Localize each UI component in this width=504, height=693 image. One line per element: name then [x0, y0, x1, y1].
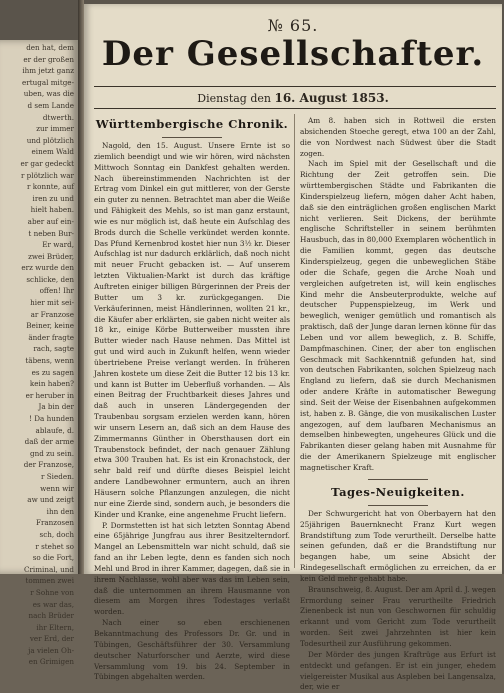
left-page-line: es war das, — [32, 599, 74, 609]
left-page-edge — [0, 40, 78, 667]
left-page-line: erz wurde den — [21, 263, 74, 273]
article-paragraph: P. Dormstetten ist hat sich letzten Sonntag Abend eine 65jährige Jungfrau aus ihrer Besitzelterndorf. Mangel an Lebensmitteln war nicht schuld, daß sie fand an ihr Leben legte, denn es fanden sich noch Mehl und Brod in ihrer Kammer, dagegen, daß sie in ihrem Nachlasse, wohl aber was das im Leben sein, daß die unternommen an ihrem Hausmanne von diesem am Morgen ihres Todestages verlaßt worden. — [94, 520, 290, 617]
left-page-line: täbens, wenn — [25, 356, 74, 366]
article-paragraph: Am 8. haben sich in Rottweil die ersten absichenden Stoeche geregt, etwa 100 an der Zahl, die von Nordwest nach Südwest über die Stadt zogen. — [300, 116, 496, 158]
left-page-line: r Sohne von — [30, 587, 74, 597]
left-page-line: hielt haben. — [30, 205, 74, 215]
news-item: Der Schwurgericht hat von Oberbayern hat den 25jährigen Bauernknecht Franz Kurt wegen Brandstiftung zum Tode verurtheilt. Derselbe hatte seinen gefunden, daß er die Brandstiftung nur begangen habe, um seine Absicht der Rindegesellschaft ermöglichen zu erreichen, da er kein Geld mehr gehabt habe. — [300, 508, 496, 583]
left-page-line: ihr Eltern, — [36, 622, 74, 632]
left-page-line: er gar gedeckt — [20, 158, 74, 168]
left-page-line: wenn wir — [40, 483, 74, 493]
newspaper-title: Der Gesellschafter. — [101, 34, 485, 74]
news-item: Der Mörder des jungen Kraftrüge aus Erfurt ist entdeckt und gefangen. Er ist ein junger, ehedem vielgereister Musikal aus Aspleben bei Langensalza, der, wie er — [300, 649, 496, 692]
left-page-line: tommen zwei — [25, 576, 74, 586]
left-page-line: er heruber in — [25, 390, 74, 400]
left-page-line: es zu sagen — [31, 367, 74, 377]
article-paragraph: Nagold, den 15. August. Unsere Ernte ist so ziemlich beendigt und wie wir hören, wird nächsten Mittwoch Sonntag ein Dankfest gehalten werden. Nach übereinstimmenden Nachrichten ist der Ertrag vom Dinkel ein gut mittlerer, von der Gerste ein guter zu nennen. Betrachtet man aber die Weiße und Fähigkeit des Mehls, so ist man ganz erstaunt, wie es nur möglich ist, daß heute ein Aufschlag des Brods durch die Schelle verkündet werden konnte. Das Pfund Kernenbrod kostet hier nun 3½ kr. Dieser Aufschlag ist nur dadurch erklärlich, daß noch nicht mit neuer Frucht gebacken ist. — Auf unserem letzten Viktualien-Markt ist durch das kräftige Auftreten einiger billigen Bürgerinnen der Preis der Butter um 3 kr. zurückgegangen. Die Verkäuferinnen, meist Händlerinnen, wollten 21 kr., die Käufer aber erklärten, sie gaben nicht weiter als 18 kr., einige Körbe Butterweiber mussten ihre Butter wieder nach Hause nehmen. Das Mittel ist gut und wird auch in Zukunft helfen, wenn wieder übertriebene Preise verlangt werden. In früheren Jahren kostete um diese Zeit die Butter 12 bis 13 kr. und kann ist Butter im Ueberfluß vorhanden. — Als einen Beitrag der Fruchtbarkeit dieses Jahres und daß auch in unseren Ländergegenden der Traubenbau sorgsam erzielen werden kann, hören wir unsern Lesern an, daß sich an dem Hause des Zimmermanns Günther in Obersthausen dort ein Traubenstock befindet, der nach genauer Zählung etwa 300 Trauben hat. Es ist ein Kronachstock, der sehr bald reif und dürfte dieses Beispiel leicht andere Landbewohner ermuntern, auch an ihren Häusern solche Pflanzungen anzulegen, die nicht nur eine Zierde sind, sondern auch, je besonders die Kinder und Kranke, eine angenehme Frucht liefern. — [94, 141, 290, 519]
left-page-line: Criminal, und — [24, 564, 74, 574]
section-heading-news: Tages-Neuigkeiten. — [331, 484, 465, 499]
left-page-line: der Franzose, — [23, 460, 74, 470]
heading-underline — [162, 137, 222, 138]
left-page-line: r Sieden. — [41, 471, 74, 481]
left-page-line: ar Franzose — [30, 309, 74, 319]
left-page-text — [0, 42, 74, 668]
left-page-line: ertugal mitge- — [22, 77, 74, 87]
dateline — [84, 91, 502, 105]
issue-number: № 65. — [267, 16, 319, 35]
left-page-line: t neben Bur- — [28, 228, 74, 238]
dateline-prefix: Dienstag den — [197, 92, 271, 105]
left-page-line: r stehet so — [35, 541, 74, 551]
left-page-line: er der großen — [23, 54, 74, 64]
left-page-line: ! Da hunden — [29, 414, 74, 423]
left-page-line: den hat, dem — [26, 43, 74, 52]
left-page-line: änder fragte — [28, 332, 74, 342]
left-page-line: sch, doch — [39, 529, 74, 539]
left-page-line: daß der arme — [24, 437, 74, 447]
header-rule-bottom — [94, 108, 496, 109]
column-divider — [294, 114, 295, 568]
left-page-line: ver Erd, der — [29, 634, 74, 644]
left-page-line: und plötzlich — [26, 135, 74, 145]
left-page-line: r plötzlich war — [20, 170, 74, 180]
article-paragraph: Nach einer so eben erschienenen Bekanntmachung des Professors Dr. Gr. und in Tübingen, Geschäftsführer der 30. Versammlung deutscher Naturforscher und Aerzte, wird diese Versammlung vom 19. bis 24. September in Tübingen abgehalten werden. — [94, 618, 290, 682]
left-page-line: aw und zeigt — [27, 495, 74, 505]
left-page-line: rach, sagte — [33, 344, 74, 354]
header-rule-top — [94, 86, 496, 87]
left-page-line: aber auf ein- — [27, 216, 74, 226]
heading-underline — [368, 505, 428, 506]
left-page-line: r konnte, auf — [27, 182, 74, 192]
left-page-line: Er ward, — [42, 240, 74, 250]
left-page-line: einem Wald — [31, 147, 74, 157]
left-page-line: ihn den — [46, 506, 74, 516]
left-page-line: kein haben? — [29, 379, 74, 389]
left-page-line: nach Brüder — [28, 611, 74, 621]
section-heading-chronik: Württembergische Chronik. — [95, 117, 289, 131]
left-page-line: so die Fort, — [32, 553, 74, 563]
left-page-line: en Grimigen — [28, 657, 74, 667]
section-divider — [368, 479, 428, 480]
left-page-line: gnd zu sein. — [30, 448, 74, 458]
left-page-line: zur immer — [36, 124, 74, 134]
right-column — [300, 116, 496, 693]
left-column — [94, 116, 290, 683]
left-page-line: hier mit sei- — [30, 298, 74, 308]
left-page-line: ablaufe, d. — [35, 425, 74, 435]
left-page-line: offen! Ihr — [39, 286, 74, 296]
dateline-date: 16. August 1853. — [274, 91, 389, 105]
left-page-line: schlicke, den — [26, 274, 74, 284]
left-page-line: iren zu und — [32, 193, 74, 203]
left-page-line: ja vielen Oh- — [28, 645, 74, 655]
newspaper-page — [84, 4, 502, 692]
news-item: Braunschweig, 8. August. Der am April d. J. wegen Ermordung seiner Frau verurtheilte Friedrich Zienenbeck ist nun von Geschwornen für schuldig erkannt und vom Gericht zum Tode verurtheilt worden. Seit zwei Jahrzehnten ist hier kein Todesurtheil zur Ausführung gekommen. — [300, 584, 496, 648]
left-page-line: d sem Lande — [27, 100, 74, 110]
left-page-line: Ja bin der — [38, 402, 74, 412]
left-page-line: Beiner, keine — [26, 321, 74, 331]
left-page-line: ihm jetzt ganz — [22, 66, 74, 76]
article-paragraph: Nach im Spiel mit der Gesellschaft und die Richtung der Zeit getroffen sein. Die württembergischen Städte und Fabrikanten die Kinderspielzeug liefern, mögen daher Acht haben, daß sie den einträglichen großen englischen Markt nicht verlieren. Seit Dickens, der berühmte englische Schriftsteller in seinem berühmten Hausbuch, das in 80,000 Exemplaren wöchentlich in die Familien kommt, gegen das deutsche Kinderspielzeug, gegen die unbeweglichen Stäbe oder die Schafe, gegen die Arche Noah und vergleichen aufgetreten ist, will kein englisches Kind mehr die Ansbeuterprodukte, welche auf deutscher Puppenspielzeug, im Werk und beweglich, weniger gemütlich und romantisch als praktisch, daß der Junge daran lernen könne für das Leben und vor allem beweglich, z. B. Schiffe, Dampfmaschinen. Ciner, der aber ton englischen Geschmack mit Sachkenntniß gefunden hat, sind von deutschen Fabrikanten, solchen Spielzeug nach England zu liefern, daß sie durch Mechanismen oder andere Kräfte in automatischer Bewegung sind. Seit der Weise der Eisenbahnen aufgekommen ist, haben z. B. Gänge, die von musikalischen Luster angezogen, auf dem laufbaren Mechanismus an demselben hinbewegten, ungeheures Glück und die Fabrikanten dieser gelang haben mit Ausnahme für die der Amerikanern Spielzeuge mit englischer magnetischer Kraft. — [300, 159, 496, 472]
left-page-line: zwei Brüder, — [28, 251, 74, 261]
left-page-line: Franzosen — [35, 518, 74, 528]
left-page-line: dtwerth. — [42, 112, 74, 122]
left-page-line: uben, was die — [23, 89, 74, 99]
